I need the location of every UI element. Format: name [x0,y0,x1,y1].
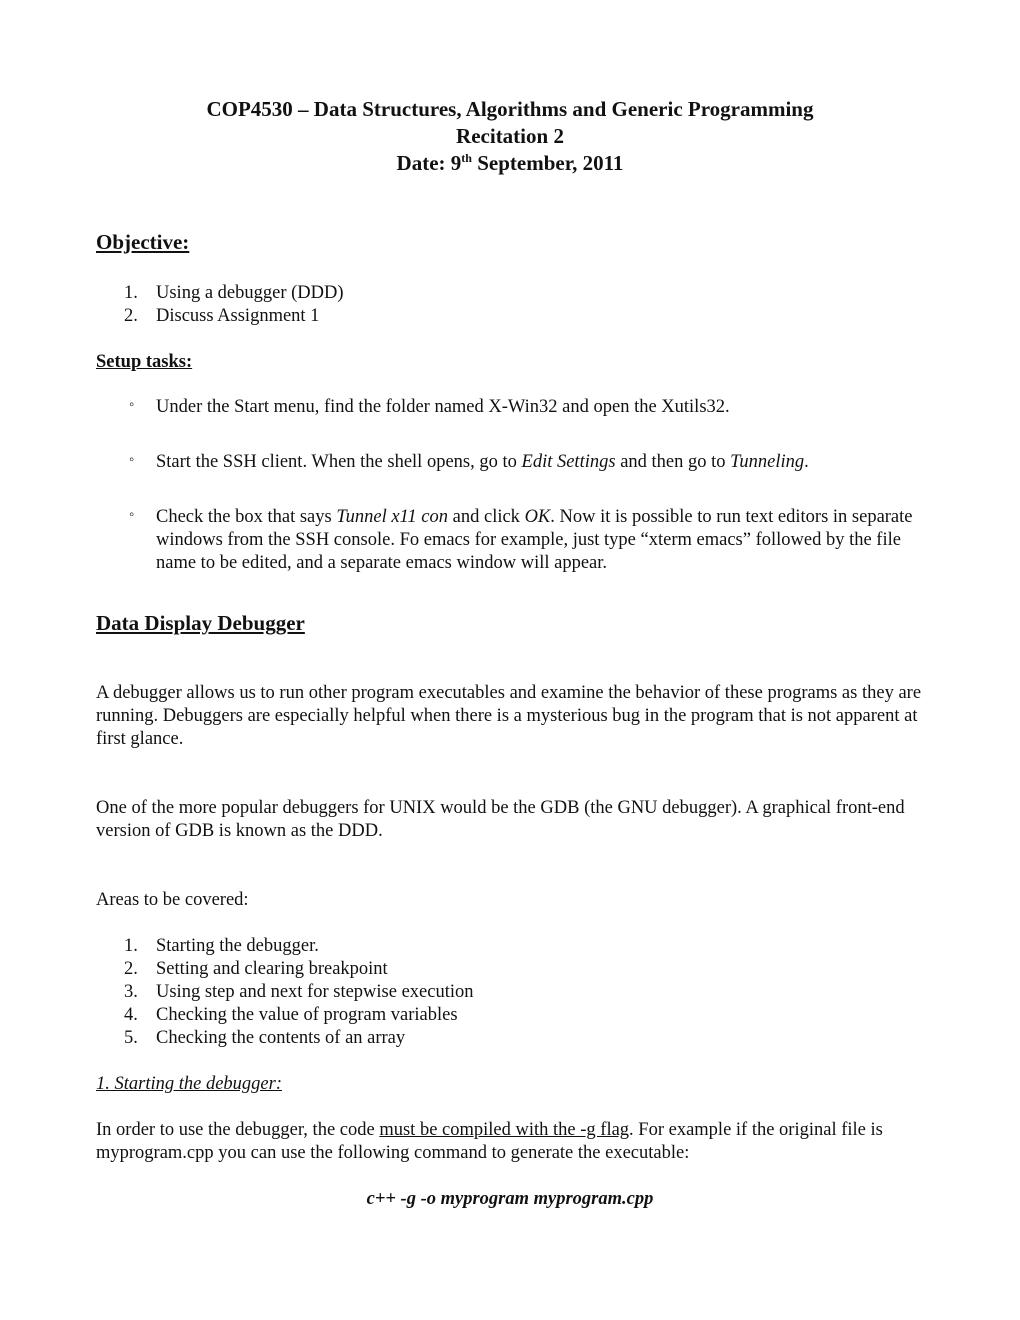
starting-heading: 1. Starting the debugger: [96,1074,283,1094]
document-page [96,96,924,1211]
list-item: 5. Checking the contents of an array [124,1028,406,1048]
circle-bullet-icon: ◦ [129,452,135,468]
objective-heading: Objective: [96,230,190,254]
circle-bullet-icon: ◦ [129,397,135,413]
document-title [96,96,924,177]
setup-task-item: ◦ Under the Start menu, find the folder named X-Win32 and open the Xutils32. [96,396,924,419]
list-item: 1. Using a debugger (DDD) [124,283,344,303]
compile-paragraph: In order to use the debugger, the code must be compiled with the -g flag. For example if the original file is myprogram.cpp you can use the following command to generate the executable: [96,1120,883,1163]
areas-list [96,935,924,1050]
compile-command: c++ -g -o myprogram myprogram.cpp [366,1189,654,1209]
setup-task-item: ◦ Start the SSH client. When the shell opens, go to Edit Settings and then go to Tunneling. [96,451,924,474]
ddd-heading: Data Display Debugger [96,611,305,635]
setup-task-list [96,396,924,575]
ddd-intro-paragraph: A debugger allows us to run other program executables and examine the behavior of these programs as they are running. Debuggers are especially helpful when there is a mysterious bug in the program that is not apparent at first glance. [96,683,922,749]
list-item: 2. Setting and clearing breakpoint [124,959,388,979]
date-line: Date: 9th September, 2011 [396,151,624,175]
list-item: 4. Checking the value of program variables [124,1005,458,1025]
setup-task-item: ◦ Check the box that says Tunnel x11 con and click OK. Now it is possible to run text editors in separate windows from the SSH console. Fo emacs for example, just type “xterm emacs” followed by the file name to be edited, and a separate emacs window will appear. [96,506,924,575]
circle-bullet-icon: ◦ [129,507,135,523]
gdb-paragraph: One of the more popular debuggers for UNIX would be the GDB (the GNU debugger). A graphical front-end version of GDB is known as the DDD. [96,798,905,841]
list-item: 3. Using step and next for stepwise execution [124,982,474,1002]
list-item: 2. Discuss Assignment 1 [124,306,320,326]
list-item: 1. Starting the debugger. [124,936,319,956]
setup-heading: Setup tasks: [96,352,193,372]
course-title: COP4530 – Data Structures, Algorithms and Generic Programming [206,97,814,121]
areas-label: Areas to be covered: [96,890,249,910]
objective-list [96,282,924,328]
recitation-label: Recitation 2 [456,124,564,148]
